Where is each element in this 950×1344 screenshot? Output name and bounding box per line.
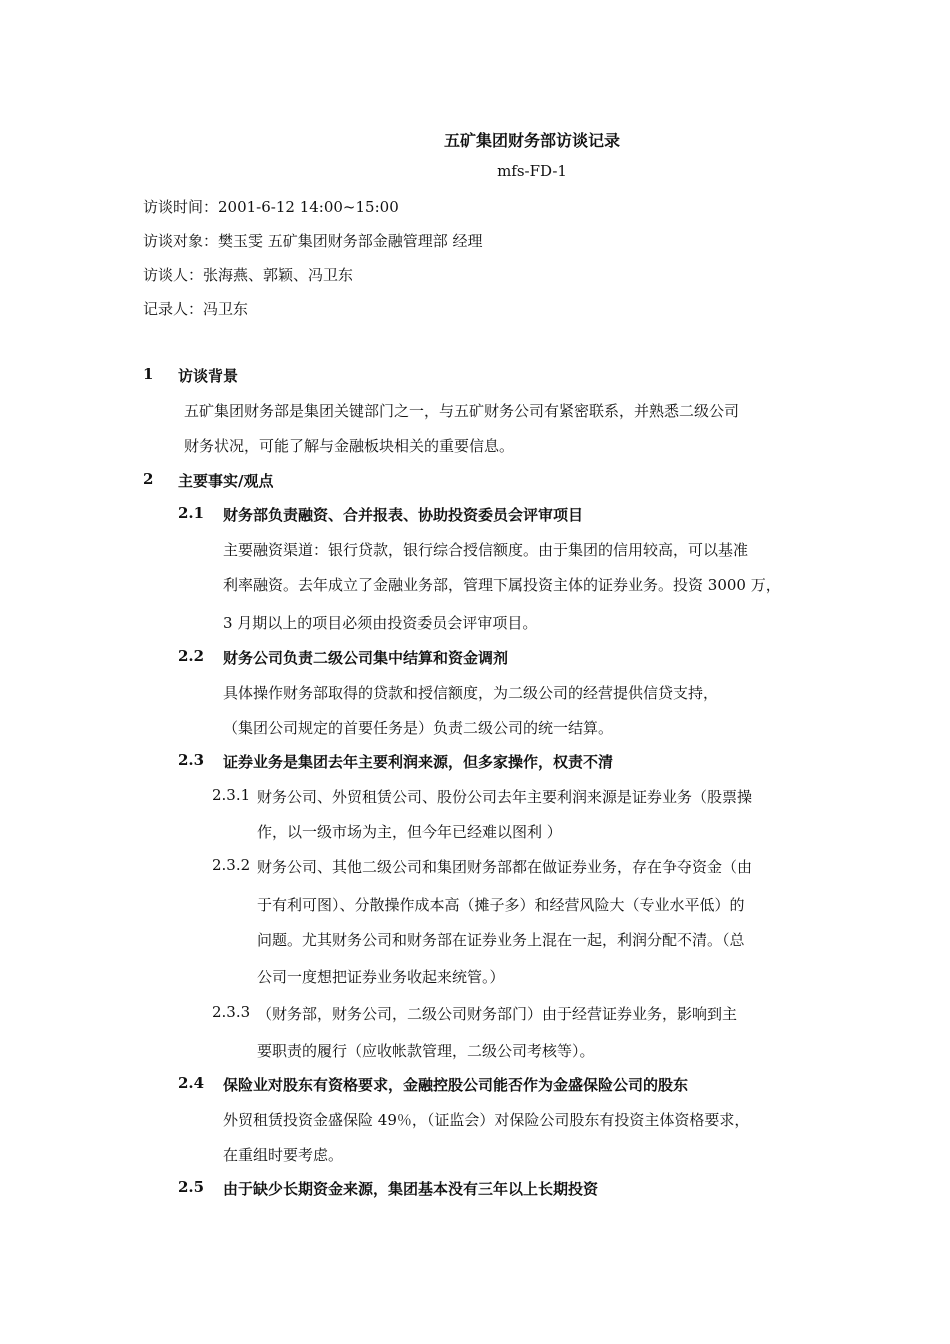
paragraph-line: 3 月期以上的项目必须由投资委员会评审项目。 bbox=[223, 614, 538, 632]
interviewee: 访谈对象：樊玉雯 五矿集团财务部金融管理部 经理 bbox=[143, 232, 483, 250]
subsection-heading: 财务公司负责二级公司集中结算和资金调剂 bbox=[223, 649, 509, 667]
subsection-heading: 保险业对股东有资格要求，金融控股公司能否作为金盛保险公司的股东 bbox=[223, 1076, 689, 1094]
section-number: 1 bbox=[143, 365, 154, 383]
paragraph-line: 在重组时要考虑。 bbox=[223, 1146, 344, 1164]
section-heading: 主要事实/观点 bbox=[178, 472, 274, 490]
item-number: 2.3.2 bbox=[212, 856, 251, 874]
section-number: 2 bbox=[143, 470, 154, 488]
document-title: 五矿集团财务部访谈记录 bbox=[443, 131, 620, 150]
subsection-heading: 由于缺少长期资金来源，集团基本没有三年以上长期投资 bbox=[223, 1180, 599, 1198]
interviewers: 访谈人：张海燕、郭颖、冯卫东 bbox=[143, 266, 354, 284]
section-heading: 访谈背景 bbox=[178, 367, 239, 385]
paragraph-line: （财务部，财务公司，二级公司财务部门）由于经营证券业务，影响到主 bbox=[257, 1005, 738, 1023]
paragraph-line: 利率融资。去年成立了金融业务部，管理下属投资主体的证券业务。投资 3000 万， bbox=[223, 576, 781, 594]
subsection-heading: 证券业务是集团去年主要利润来源，但多家操作，权责不清 bbox=[223, 753, 614, 771]
item-number: 2.3.1 bbox=[212, 786, 251, 804]
subsection-number: 2.2 bbox=[178, 647, 205, 665]
interview-time: 访谈时间：2001-6-12 14:00~15:00 bbox=[143, 198, 399, 216]
subsection-heading: 财务部负责融资、合并报表、协助投资委员会评审项目 bbox=[223, 506, 584, 524]
paragraph-line: 外贸租赁投资金盛保险 49％，（证监会）对保险公司股东有投资主体资格要求， bbox=[223, 1111, 750, 1129]
subsection-number: 2.5 bbox=[178, 1178, 205, 1196]
subsection-number: 2.3 bbox=[178, 751, 205, 769]
subsection-number: 2.4 bbox=[178, 1074, 205, 1092]
paragraph-line: 财务公司、外贸租赁公司、股份公司去年主要利润来源是证券业务（股票操 bbox=[257, 788, 753, 806]
subsection-number: 2.1 bbox=[178, 504, 205, 522]
paragraph-line: （集团公司规定的首要任务是）负责二级公司的统一结算。 bbox=[223, 719, 614, 737]
document-code: mfs-FD-1 bbox=[497, 162, 567, 180]
paragraph-line: 财务公司、其他二级公司和集团财务部都在做证券业务，存在争夺资金（由 bbox=[257, 858, 753, 876]
recorder: 记录人：冯卫东 bbox=[143, 300, 249, 318]
paragraph-line: 问题。尤其财务公司和财务部在证券业务上混在一起，利润分配不清。（总 bbox=[257, 931, 745, 949]
item-number: 2.3.3 bbox=[212, 1003, 251, 1021]
paragraph-line: 主要融资渠道：银行贷款，银行综合授信额度。由于集团的信用较高，可以基准 bbox=[223, 541, 749, 559]
paragraph-line: 财务状况，可能了解与金融板块相关的重要信息。 bbox=[184, 437, 515, 455]
paragraph-line: 要职责的履行（应收帐款管理，二级公司考核等）。 bbox=[257, 1042, 595, 1060]
paragraph-line: 公司一度想把证券业务收起来统管。） bbox=[257, 968, 505, 986]
paragraph-line: 作，以一级市场为主，但今年已经难以图利 ） bbox=[257, 823, 562, 841]
paragraph-line: 具体操作财务部取得的贷款和授信额度，为二级公司的经营提供信贷支持， bbox=[223, 684, 719, 702]
paragraph-line: 于有利可图）、分散操作成本高（摊子多）和经营风险大（专业水平低）的 bbox=[257, 896, 745, 914]
paragraph-line: 五矿集团财务部是集团关键部门之一，与五矿财务公司有紧密联系，并熟悉二级公司 bbox=[184, 402, 740, 420]
